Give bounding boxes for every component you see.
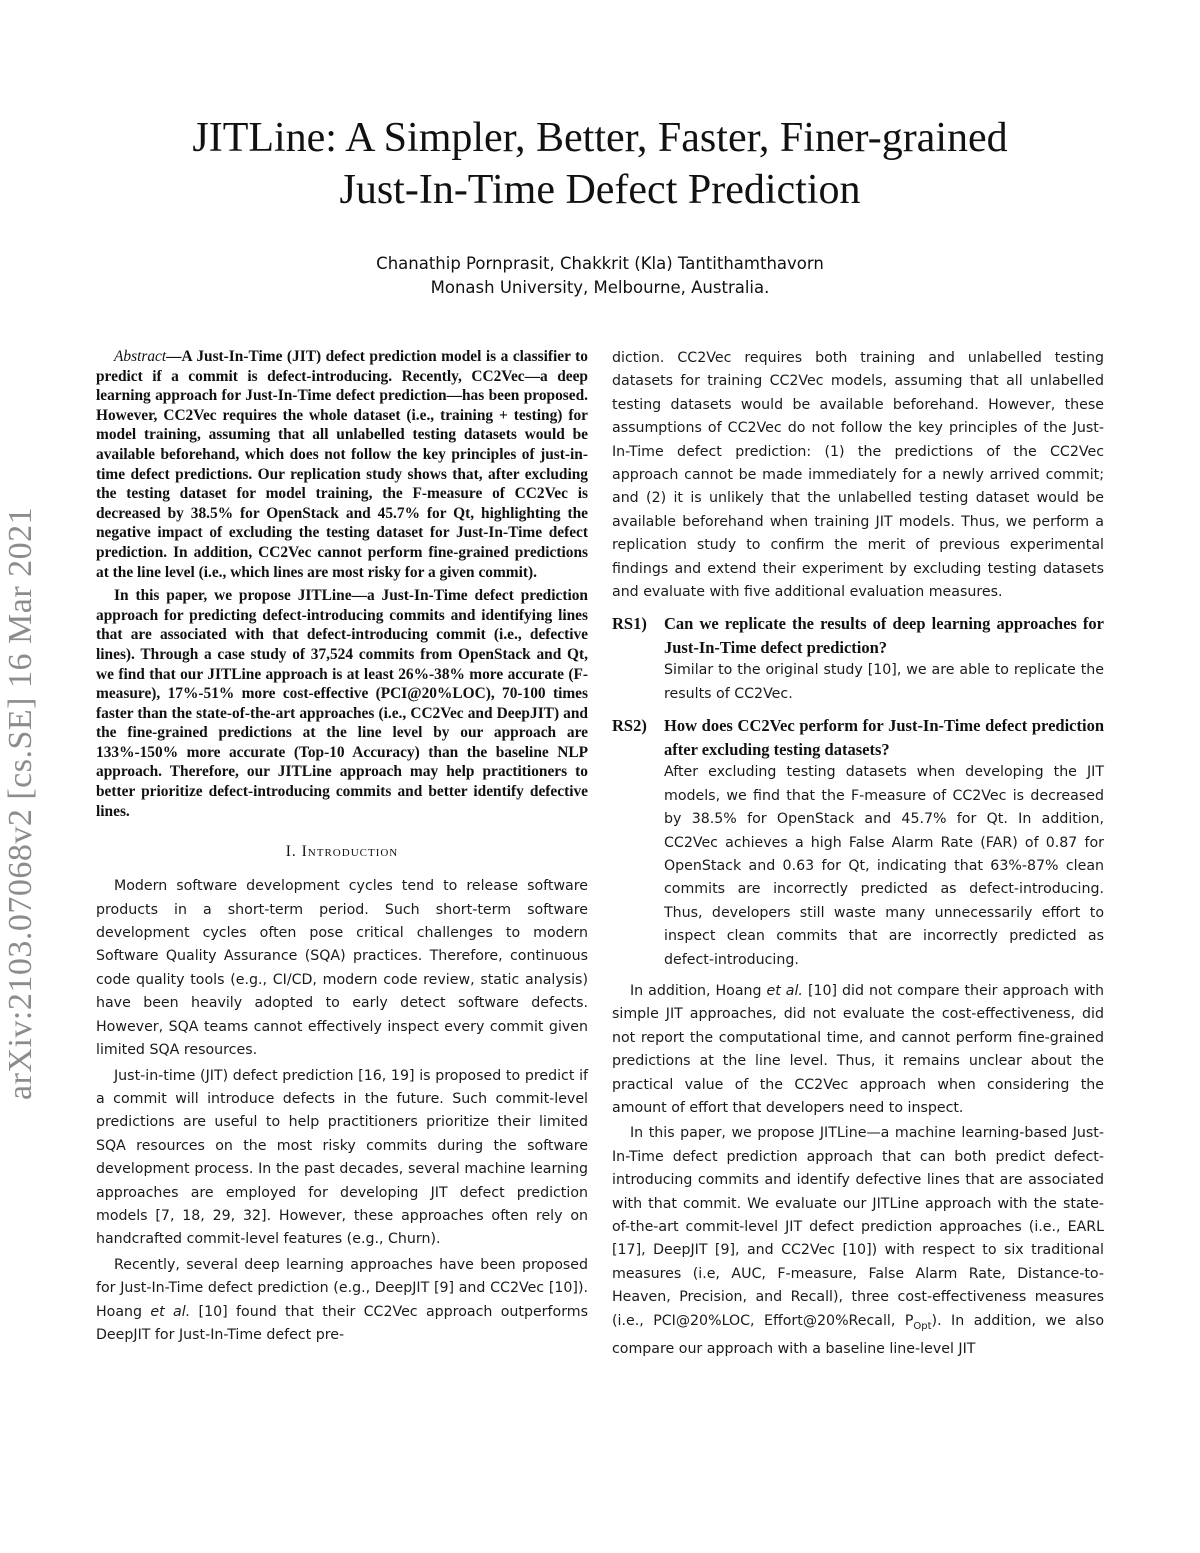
rs2-answer: After excluding testing datasets when developing the JIT models, we find that the F-measure of CC2Vec is decreased by 38.5% for OpenStack and 45.7% for Qt. In addition, CC2Vec achieves a high False Alarm Rate (FAR) of 0.87 for OpenStack and 0.63 for Qt, indicating that 63%-87% clean commits are incorrectly predicted as defect-introducing. Thus, developers still waste many unnecessarily effort to inspect clean commits that are incorrectly predicted as defect-introducing. bbox=[664, 764, 1104, 968]
paper-title-block bbox=[0, 112, 1200, 216]
intro-p3-text-a: Recently, several deep learning approaches have been proposed for Just-In-Time defect prediction (e.g., DeepJIT [9] and CC2Vec [10]). Hoang bbox=[96, 1256, 588, 1320]
right-paragraph-2 bbox=[612, 980, 1104, 1120]
right-column bbox=[612, 347, 1104, 1363]
abstract-paragraph-2: In this paper, we propose JITLine—a Just-In-Time defect prediction approach for predicting defect-introducing commits and identifying lines that are associated with that defect-introducing commit (i.e., defective lines). Through a case study of 37,524 commits from OpenStack and Qt, we find that our JITLine approach is at least 26%-38% more accurate (F-measure), 17%-51% more cost-effective (PCI@20%LOC), 70-100 times faster than the state-of-the-art approaches (i.e., CC2Vec and DeepJIT) and the fine-grained predictions at the line level by our approach are 133%-150% more accurate (Top-10 Accuracy) than the baseline NLP approach. Therefore, our JITLine approach may help practitioners to better prioritize defect-introducing commits and better identify defective lines. bbox=[96, 587, 588, 820]
section-heading-introduction: I. Introduction bbox=[285, 843, 399, 861]
rs2-heading bbox=[612, 714, 1104, 761]
right-p3-text-b: ). In addition, we also compare our approach with a baseline line-level JIT bbox=[612, 1312, 1104, 1357]
author-block bbox=[0, 252, 1200, 300]
title-line-1: JITLine: A Simpler, Better, Faster, Finer-grained bbox=[192, 115, 1008, 161]
right-paragraph-1: diction. CC2Vec requires both training and unlabelled testing datasets for training CC2Vec models, assuming that all unlabelled testing datasets would be available beforehand. However, these assumptions of CC2Vec do not follow the key principles of the Just-In-Time defect prediction: (1) the predictions of the CC2Vec approach cannot be made immediately for a newly arrived commit; and (2) it is unlikely that the unlabelled testing dataset would be available beforehand when training JIT models. Thus, we perform a replication study to confirm the merit of previous experimental findings and extend their experiment by excluding testing datasets and evaluate with five additional evaluation measures. bbox=[612, 350, 1104, 601]
right-p2-text-b: [10] did not compare their approach with simple JIT approaches, did not evaluate the cost-effectiveness, did not report the computational time, and cannot perform fine-grained predictions at the line level. Thus, it remains unclear about the practical value of the CC2Vec approach when considering the amount of effort that developers need to inspect. bbox=[612, 982, 1104, 1116]
rs1-question: Can we replicate the results of deep learning approaches for Just-In-Time defect prediction? bbox=[664, 614, 1104, 657]
paper-title bbox=[0, 112, 1200, 216]
rs1-label: RS1) bbox=[612, 614, 647, 634]
left-column bbox=[96, 347, 588, 1349]
research-question-rs2 bbox=[612, 714, 1104, 972]
right-p3-text-a: In this paper, we propose JITLine—a machine learning-based Just-In-Time defect prediction approach that can both predict defect-introducing commits and identify defective lines that are associated with that commit. We evaluate our JITLine approach with the state-of-the-art commit-level JIT defect prediction approaches (i.e., EARL [17], DeepJIT [9], and CC2Vec [10]) with respect to six traditional measures (i.e, AUC, F-measure, False Alarm Rate, Distance-to-Heaven, Precision, and Recall), three cost-effectiveness measures (i.e., PCI@20%LOC, Effort@20%Recall, P bbox=[612, 1125, 1104, 1329]
author-affiliation: Monash University, Melbourne, Australia. bbox=[430, 278, 770, 297]
title-line-2: Just-In-Time Defect Prediction bbox=[339, 167, 861, 213]
research-question-rs1 bbox=[612, 612, 1104, 706]
right-p3-subscript: Opt bbox=[913, 1320, 932, 1332]
author-names: Chanathip Pornprasit, Chakkrit (Kla) Tantithamthavorn bbox=[376, 254, 824, 273]
abstract-paragraph-1 bbox=[96, 347, 588, 582]
rs1-answer: Similar to the original study [10], we are able to replicate the results of CC2Vec. bbox=[664, 662, 1104, 702]
intro-p3-text-b: [10] found that their CC2Vec approach outperforms DeepJIT for Just-In-Time defect pre- bbox=[96, 1303, 588, 1343]
intro-p3-etal: et al. bbox=[150, 1303, 191, 1320]
right-p2-text-a: In addition, Hoang bbox=[630, 982, 767, 999]
intro-paragraph-3 bbox=[96, 1254, 588, 1348]
rs1-heading bbox=[612, 612, 1104, 659]
right-p2-etal: et al. bbox=[766, 982, 803, 999]
right-paragraph-3 bbox=[612, 1122, 1104, 1361]
rs2-question: How does CC2Vec perform for Just-In-Time defect prediction after excluding testing datasets? bbox=[664, 716, 1104, 759]
abstract-text-1: —A Just-In-Time (JIT) defect prediction model is a classifier to predict if a commit is defect-introducing. Recently, CC2Vec—a deep learning approach for Just-In-Time defect prediction—has been proposed. However, CC2Vec requires the whole dataset (i.e., training + testing) for model training, assuming that all unlabelled testing datasets would be available beforehand, which does not follow the key principles of just-in-time defect predictions. Our replication study shows that, after excluding the testing dataset for model training, the F-measure of CC2Vec is decreased by 38.5% for OpenStack and 45.7% for Qt, highlighting the negative impact of excluding the testing dataset for Just-In-Time defect prediction. In addition, CC2Vec cannot perform fine-grained predictions at the line level (i.e., which lines are most risky for a given commit). bbox=[96, 348, 588, 581]
abstract-label: Abstract bbox=[114, 348, 167, 365]
intro-paragraph-2: Just-in-time (JIT) defect prediction [16, 19] is proposed to predict if a commit will introduce defects in the future. Such commit-level predictions are useful to help practitioners prioritize their limited SQA resources on the most risky commits during the software development process. In the past decades, several machine learning approaches are employed for developing JIT defect prediction models [7, 18, 29, 32]. However, these approaches often rely on handcrafted commit-level features (e.g., Churn). bbox=[96, 1067, 588, 1248]
rs2-label: RS2) bbox=[612, 716, 647, 736]
arxiv-identifier-stamp: arXiv:2103.07068v2 [cs.SE] 16 Mar 2021 bbox=[2, 506, 39, 1100]
intro-paragraph-1: Modern software development cycles tend to release software products in a short-term period. Such short-term software development cycles often pose critical challenges to modern Software Quality Assurance (SQA) practices. Therefore, continuous code quality tools (e.g., CI/CD, modern code review, static analysis) have been heavily adopted to early detect software defects. However, SQA teams cannot effectively inspect every commit given limited SQA resources. bbox=[96, 878, 588, 1059]
